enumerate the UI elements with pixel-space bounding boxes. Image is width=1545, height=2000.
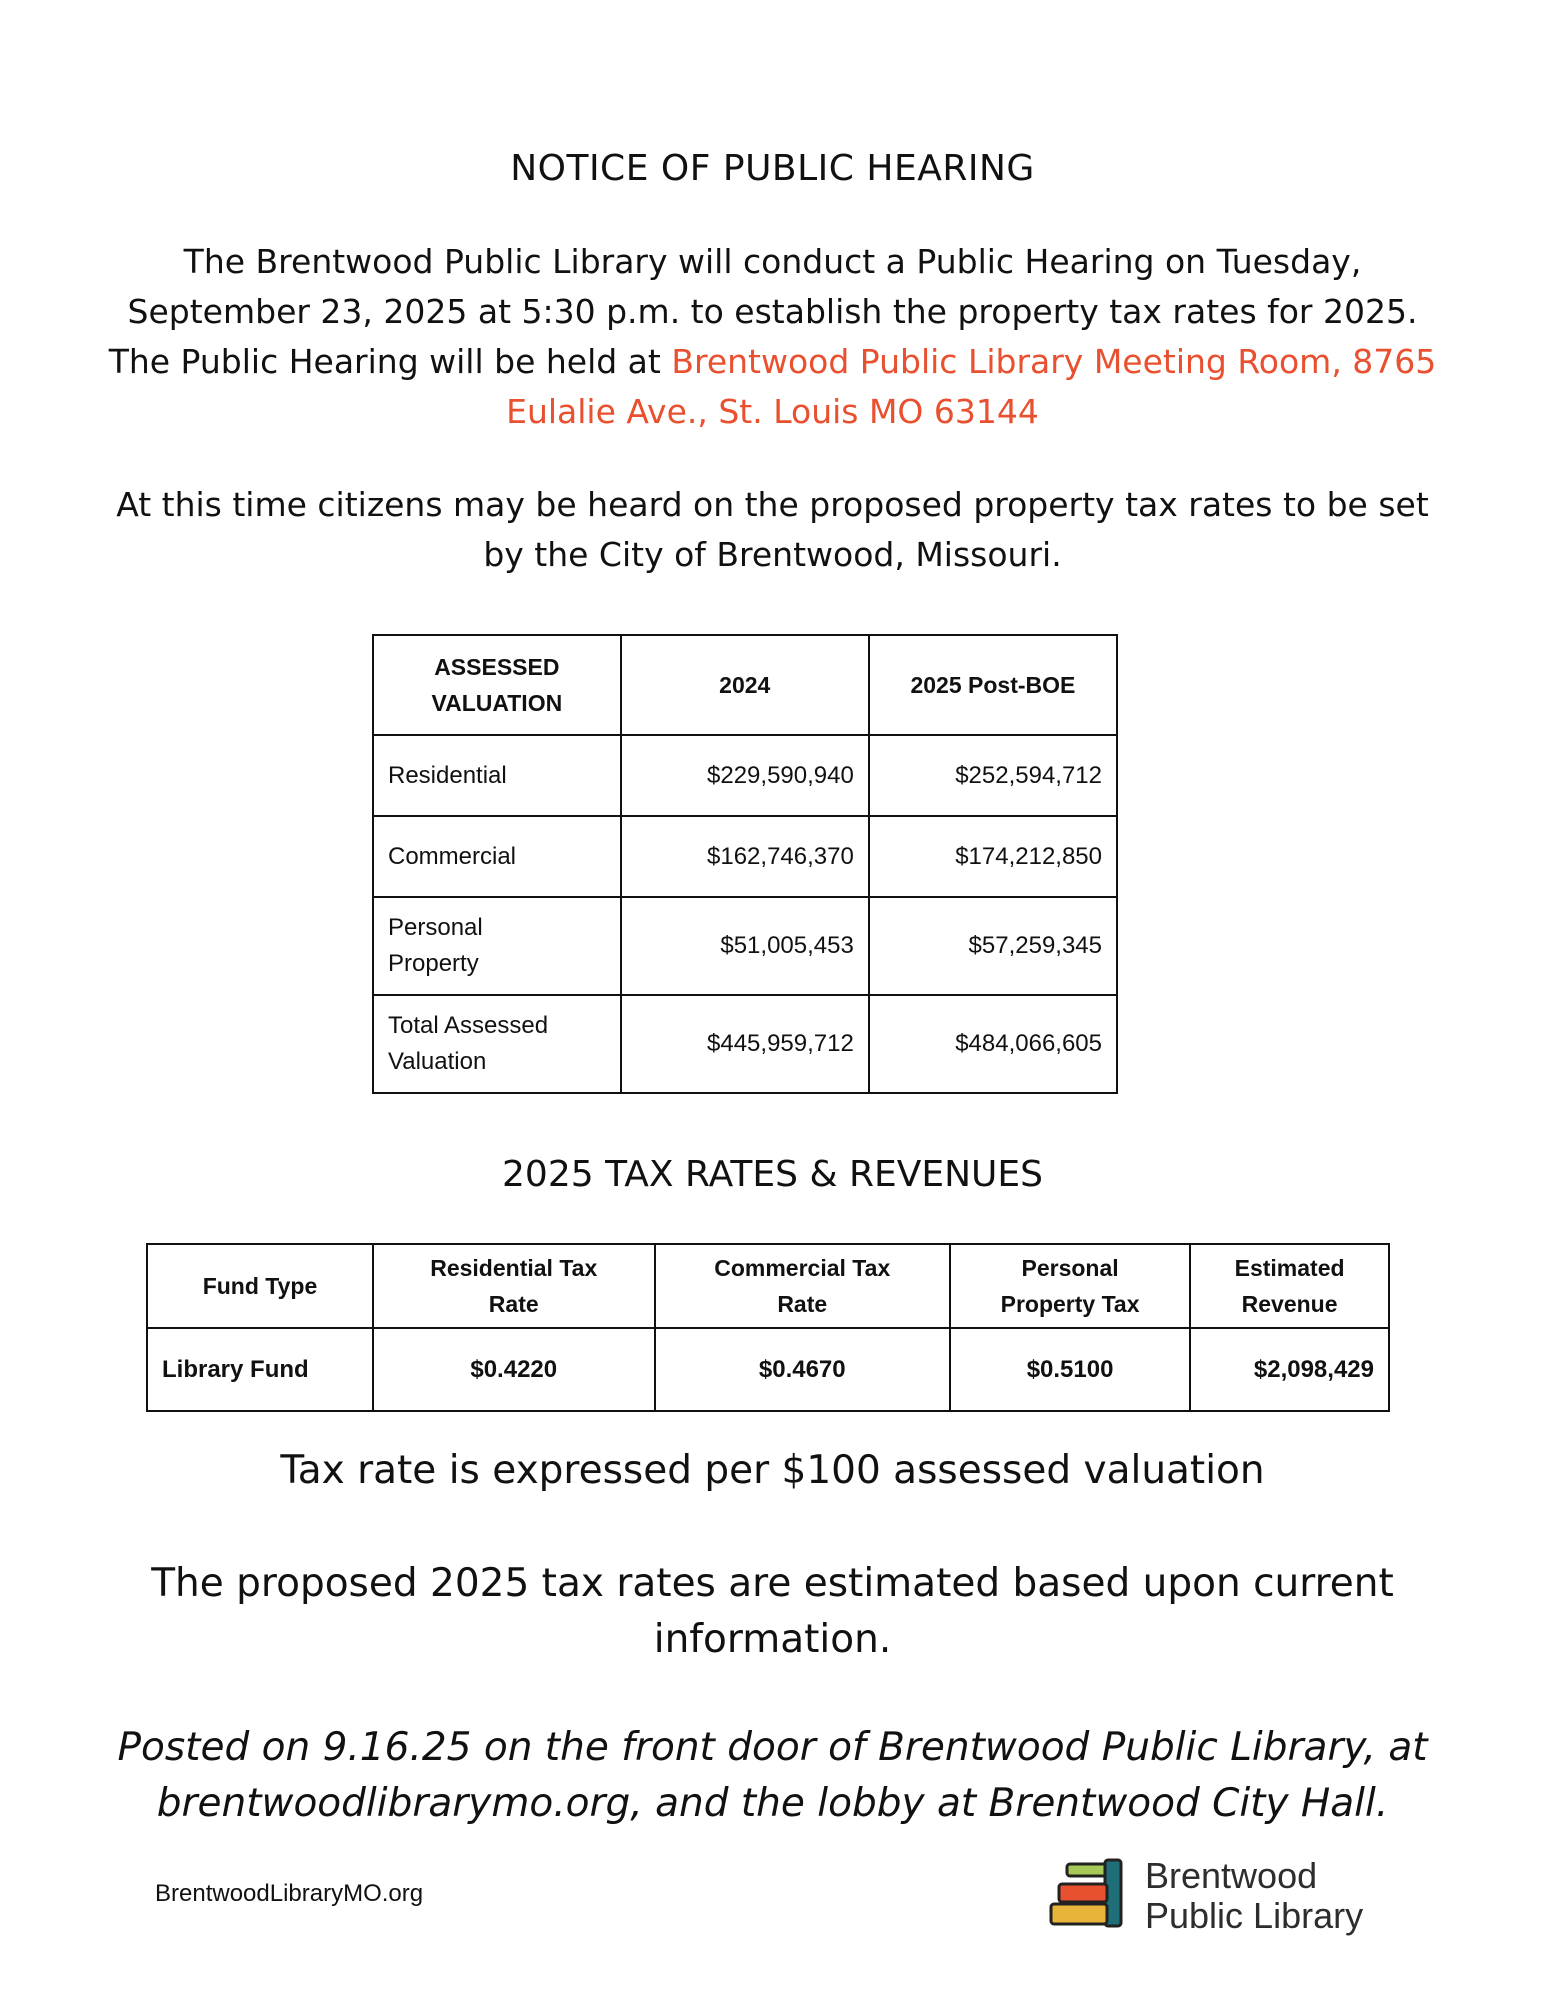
table-row [373, 735, 1117, 816]
book-yellow [1051, 1904, 1107, 1924]
fund-name: Library Fund [147, 1328, 373, 1411]
value-2024: $162,746,370 [621, 816, 869, 897]
header-2024: 2024 [621, 635, 869, 735]
book-green [1067, 1864, 1107, 1876]
books-icon [1045, 1856, 1140, 1936]
table-row [373, 816, 1117, 897]
logo-line-2: Public Library [1145, 1895, 1364, 1936]
header-fund-type: Fund Type [147, 1244, 373, 1328]
value-2025: $252,594,712 [869, 735, 1117, 816]
posted-note: Posted on 9.16.25 on the front door of Brentwood Public Library, at brentwoodlibrarymo.org, and the lobby at Brentwood City Hall. [117, 1725, 1428, 1826]
header-personal-property: Personal Property Tax [950, 1244, 1190, 1328]
value-2025: $174,212,850 [869, 816, 1117, 897]
book-orange [1059, 1884, 1107, 1902]
header-commercial-rate: Commercial Tax Rate [655, 1244, 950, 1328]
per-100-note: Tax rate is expressed per $100 assessed valuation [280, 1448, 1265, 1493]
estimated-note: The proposed 2025 tax rates are estimated based upon current information. [151, 1561, 1394, 1662]
library-logo [1045, 1856, 1395, 1936]
notice-title: NOTICE OF PUBLIC HEARING [510, 148, 1035, 189]
value-2025: $57,259,345 [869, 897, 1117, 995]
footer-website[interactable]: BrentwoodLibraryMO.org [155, 1880, 424, 1907]
citizens-paragraph: At this time citizens may be heard on the proposed property tax rates to be set by the City of Brentwood, Missouri. [116, 485, 1429, 574]
logo-line-1: Brentwood [1145, 1855, 1318, 1896]
value-2024: $445,959,712 [621, 995, 869, 1093]
table-row [147, 1328, 1389, 1411]
hearing-details: The Brentwood Public Library will conduct a Public Hearing on Tuesday, September 23, 2025 at 5:30 p.m. to establish the property tax rates for 2025. The Public Hearing will be held at [108, 242, 1418, 381]
row-label: Personal Property [373, 897, 621, 995]
hearing-location: Brentwood Public Library Meeting Room, 8765 Eulalie Ave., St. Louis MO 63144 [506, 342, 1437, 431]
commercial-rate: $0.4670 [655, 1328, 950, 1411]
table-header-row [373, 635, 1117, 735]
value-2024: $51,005,453 [621, 897, 869, 995]
assessed-valuation-table [372, 634, 1118, 1094]
value-2024: $229,590,940 [621, 735, 869, 816]
header-2025-post-boe: 2025 Post-BOE [869, 635, 1117, 735]
row-label: Commercial [373, 816, 621, 897]
table-row [373, 897, 1117, 995]
row-label: Total Assessed Valuation [373, 995, 621, 1093]
residential-rate: $0.4220 [373, 1328, 655, 1411]
header-assessed-valuation: ASSESSED VALUATION [373, 635, 621, 735]
header-residential-rate: Residential Tax Rate [373, 1244, 655, 1328]
estimated-revenue: $2,098,429 [1190, 1328, 1389, 1411]
rates-title: 2025 TAX RATES & REVENUES [502, 1154, 1043, 1195]
logo-text [1145, 1856, 1363, 1936]
header-estimated-revenue: Estimated Revenue [1190, 1244, 1389, 1328]
table-header-row [147, 1244, 1389, 1328]
table-row [373, 995, 1117, 1093]
hearing-paragraph [100, 237, 1445, 437]
value-2025: $484,066,605 [869, 995, 1117, 1093]
tax-rates-table [146, 1243, 1390, 1412]
personal-rate: $0.5100 [950, 1328, 1190, 1411]
row-label: Residential [373, 735, 621, 816]
